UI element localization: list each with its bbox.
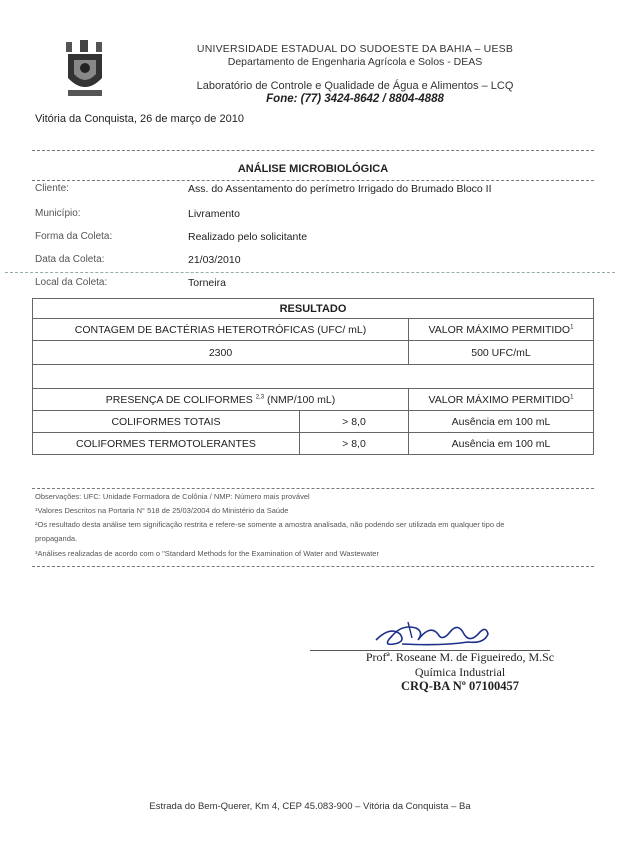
collection-date-label: Data da Coleta: xyxy=(35,254,105,265)
max-permitted-header-2: VALOR MÁXIMO PERMITIDO$^1$ xyxy=(409,389,594,411)
uesb-logo xyxy=(62,40,108,98)
collection-form-value: Realizado pelo solicitante xyxy=(188,231,308,243)
collection-place-value: Torneira xyxy=(188,277,226,289)
signer-role: Química Industrial xyxy=(414,665,506,679)
total-coliforms-label: COLIFORMES TOTAIS xyxy=(33,411,300,433)
signer-name: Profª. Roseane M. de Figueiredo, M.Sc xyxy=(365,650,555,664)
thermotolerant-coliforms-max: Ausência em 100 mL xyxy=(409,433,594,455)
footer-address: Estrada do Bem-Querer, Km 4, CEP 45.083-900 – Vitória da Conquista – Ba xyxy=(149,801,471,812)
collection-form-label: Forma da Coleta: xyxy=(35,231,113,242)
spacer-row xyxy=(33,365,594,389)
collection-date-value: 21/03/2010 xyxy=(188,254,241,266)
document-title: ANÁLISE MICROBIOLÓGICA xyxy=(237,163,389,175)
note-3: ³Análises realizadas de acordo com o "Standard Methods for the Examination of Water and Wastewater xyxy=(35,549,379,558)
municipality-value: Livramento xyxy=(188,208,240,220)
phone-line: Fone: (77) 3424-8642 / 8804-4888 xyxy=(266,93,444,105)
note-observations: Observações: UFC: Unidade Formadora de Colônia / NMP: Número mais provável xyxy=(35,492,310,501)
client-label: Cliente: xyxy=(35,183,69,194)
coliform-header: PRESENÇA DE COLIFORMES $^{2,3}$ (NMP/100 mL) xyxy=(33,389,409,411)
total-coliforms-max: Ausência em 100 mL xyxy=(409,411,594,433)
department-name: Departamento de Engenharia Agrícola e Solos - DEAS xyxy=(227,56,483,68)
divider xyxy=(32,566,594,567)
thermotolerant-coliforms-label: COLIFORMES TERMOTOLERANTES xyxy=(33,433,300,455)
university-name: UNIVERSIDADE ESTADUAL DO SUDOESTE DA BAHIA – UESB xyxy=(196,43,514,55)
thermotolerant-coliforms-value: > 8,0 xyxy=(300,433,409,455)
signer-registry: CRQ-BA Nº 07100457 xyxy=(400,679,520,693)
lab-name: Laboratório de Controle e Qualidade de Água e Alimentos – LCQ xyxy=(196,80,514,92)
total-coliforms-value: > 8,0 xyxy=(300,411,409,433)
municipality-label: Município: xyxy=(35,208,81,219)
max-permitted-header: VALOR MÁXIMO PERMITIDO$^1$ xyxy=(409,319,594,341)
scan-streak xyxy=(5,272,615,273)
note-1: ¹Valores Descritos na Portaria N° 518 de 25/03/2004 do Ministério da Saúde xyxy=(35,506,289,515)
client-value: Ass. do Assentamento do perímetro Irrigado do Brumado Bloco II xyxy=(188,183,492,195)
divider xyxy=(32,180,594,181)
result-heading: RESULTADO xyxy=(33,299,594,319)
heterotrophic-max: 500 UFC/mL xyxy=(409,341,594,365)
handwritten-signature xyxy=(372,616,492,650)
note-2: ²Os resultado desta análise tem significação restrita e refere-se somente a amostra analisada, não podendo ser utilizada em qualquer tipo de xyxy=(35,520,505,529)
result-table xyxy=(32,298,594,455)
heterotrophic-header: CONTAGEM DE BACTÉRIAS HETEROTRÓFICAS (UFC/ mL) xyxy=(33,319,409,341)
divider xyxy=(32,488,594,489)
date-line: Vitória da Conquista, 26 de março de 2010 xyxy=(35,113,244,125)
divider xyxy=(32,150,594,151)
heterotrophic-value: 2300 xyxy=(33,341,409,365)
note-2-cont: propaganda. xyxy=(35,534,78,543)
collection-place-label: Local da Coleta: xyxy=(35,277,108,288)
